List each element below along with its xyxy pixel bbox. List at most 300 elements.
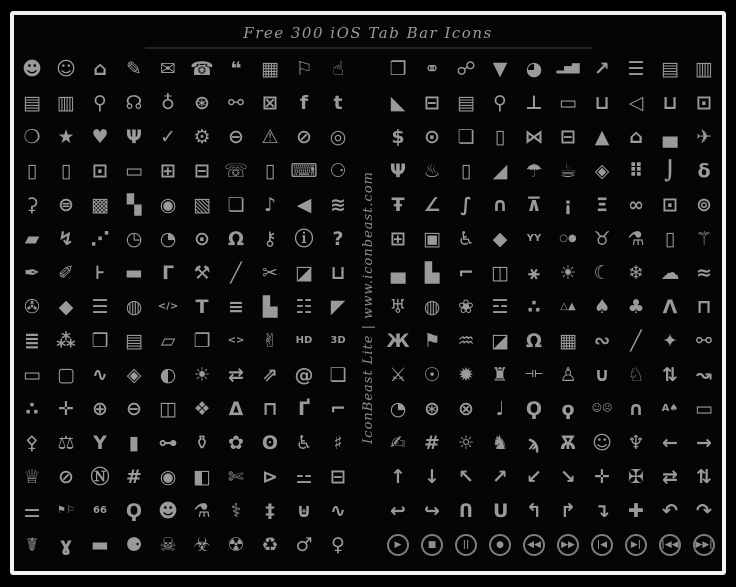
rectangle-icon: ▭ (23, 363, 41, 386)
checkmark-icon: ✓ (160, 125, 176, 148)
calculator-icon: ⊞ (160, 159, 176, 182)
car-icon: ▄ (662, 125, 678, 148)
kettlebell-icon: ♙ (559, 363, 577, 386)
info-icon: ⓘ (294, 227, 314, 250)
cloud-icon: ☁ (660, 261, 680, 284)
caduceus-icon: ☤ (25, 533, 39, 556)
snowflake-icon: ❄ (628, 261, 644, 284)
map-pin-icon: Ϙ (125, 499, 143, 522)
sword-icon: ⚔ (389, 363, 407, 386)
magic-hat-icon: ∩ (628, 397, 644, 420)
arrow-right-icon: → (696, 431, 712, 454)
home-icon: ⌂ (93, 57, 107, 80)
contrast-icon: ◐ (159, 363, 177, 386)
man-figure-icon: ♂ (295, 533, 313, 556)
doodle-pad-icon: ✍ (390, 431, 406, 454)
uturn-up-icon: Ո (459, 499, 473, 522)
spray-bottle-icon: ¡ (563, 193, 573, 216)
lock-icon: ⊠ (262, 91, 278, 114)
pill-bottle-icon: ⊎ (296, 499, 312, 522)
wheelbarrow-icon: ♿ (295, 431, 313, 454)
ticket-icon: ▭ (695, 397, 713, 420)
kitchen-scale-icon: ⚖ (57, 431, 75, 454)
head-profile-icon: ☻ (158, 499, 178, 522)
calendar-icon: ▦ (261, 57, 279, 80)
dollar-box-icon: $ (391, 125, 405, 148)
laptop-icon: ▭ (125, 159, 143, 182)
fast-forward-icon: ▶▶ (557, 534, 579, 556)
keyboard-icon: ⌨ (290, 159, 318, 182)
backpack-icon: ∪ (594, 363, 610, 386)
basketball-icon: ⊗ (458, 397, 474, 420)
crown-icon: ♕ (23, 465, 41, 488)
route-66-icon: 66 (93, 505, 107, 516)
crosshair-icon: ✛ (58, 397, 74, 420)
comb-icon: Ξ (595, 193, 608, 216)
door-hanger-icon: ▯ (664, 227, 676, 250)
address-book-icon: ▤ (23, 91, 41, 114)
smartphone-icon: ▯ (26, 159, 38, 182)
sticky-note-icon: ❏ (457, 125, 475, 148)
prev-track-icon: |◀◀ (659, 534, 681, 556)
siren-icon: ☼ (457, 431, 475, 454)
paperclip-icon: ✇ (24, 295, 40, 318)
briefcase-icon: ❒ (389, 57, 407, 80)
satellite-icon: ⚹ (528, 261, 540, 284)
megaphone-icon: ◁ (628, 91, 644, 114)
watermark-column (355, 52, 381, 562)
bell-icon: Ω (227, 227, 245, 250)
camera-icon: ◉ (159, 193, 177, 216)
credit-card-icon: ▭ (559, 91, 577, 114)
turn-down-icon: ↴ (594, 499, 610, 522)
awareness-ribbon-icon: ɣ (59, 533, 73, 556)
cube-icon: ◈ (126, 363, 142, 386)
theater-masks-icon: ☺☹ (591, 403, 613, 414)
database-icon: ⊜ (58, 193, 74, 216)
lifebuoy-icon: ◎ (329, 125, 347, 148)
recycle-icon: ♻ (261, 533, 279, 556)
hanger-icon: ⊼ (526, 193, 542, 216)
pulse-icon: ∿ (330, 499, 346, 522)
money-bag-icon: ⚱ (194, 431, 210, 454)
hammer-icon: ⚒ (193, 261, 211, 284)
expand-arrows-icon: ✛ (594, 465, 610, 488)
tent-icon: Λ (662, 295, 678, 318)
cellphone-icon: ▯ (264, 159, 276, 182)
stethoscope-icon: ⚕ (230, 499, 242, 522)
cliff-tree-icon: ◪ (491, 329, 509, 352)
eraser-icon: ◪ (295, 261, 313, 284)
stop-icon: ■ (421, 534, 443, 556)
tic-tac-toe-icon: # (424, 431, 440, 454)
soda-cup-icon: ▯ (460, 159, 472, 182)
podium-icon: ⊥ (525, 91, 543, 114)
soccer-ball-icon: ⊛ (424, 397, 440, 420)
layers-icon: ≣ (24, 329, 40, 352)
ruler-icon: ☰ (91, 295, 109, 318)
hat-icon: ∩ (492, 193, 508, 216)
light-switch-icon: ◧ (193, 465, 211, 488)
gear-icon: ⚙ (193, 125, 211, 148)
code-icon: </> (157, 301, 179, 312)
shuriken-icon: ✦ (662, 329, 678, 352)
armchair-icon: ❖ (193, 397, 211, 420)
skip-start-icon: |◀ (591, 534, 613, 556)
skull-crossbones-icon: ☠ (159, 533, 177, 556)
music-note-icon: ♪ (263, 193, 277, 216)
bathroom-scale-icon: ⊡ (662, 193, 678, 216)
lamp-icon: Δ (228, 397, 244, 420)
eyedropper-icon: ╱ (230, 261, 242, 284)
arrow-up-icon: ↑ (390, 465, 406, 488)
highway-icon: ⋈ (524, 125, 544, 148)
handcuffs-icon: ⚯ (696, 329, 712, 352)
spiral-icon: @ (294, 363, 314, 386)
block-icon: ⊘ (296, 125, 312, 148)
flower-icon: ❀ (458, 295, 474, 318)
arrow-up-right-icon: ↗ (492, 465, 508, 488)
table-icon: ⊓ (262, 397, 278, 420)
box-icon: ◫ (491, 261, 509, 284)
lantern-icon: ♉ (593, 227, 611, 250)
plumb-bob-icon: ◆ (58, 295, 74, 318)
sitemap-icon: ⁂ (56, 329, 76, 352)
binoculars-icon: ⚭ (424, 57, 440, 80)
chip-icon: ▩ (91, 193, 109, 216)
airplane-icon: ✈ (696, 125, 712, 148)
sneaker-icon: ∠ (423, 193, 441, 216)
icon-grid-right (381, 52, 721, 562)
torch-icon: ⚚ (695, 227, 713, 250)
champagne-icon: ΥΥ (526, 233, 542, 244)
candy-icon: ◈ (594, 159, 610, 182)
shopping-bag-icon: ▣ (423, 227, 441, 250)
glasses-icon: ∞ (628, 193, 644, 216)
minus-circle-icon: ⊖ (228, 125, 244, 148)
swap-horizontal-icon: ⇄ (662, 465, 678, 488)
microphone-icon: ⚳ (25, 193, 39, 216)
protractor-icon: ◣ (390, 91, 406, 114)
button-icon: ⊚ (696, 193, 712, 216)
mountains-icon: △▲ (560, 301, 576, 312)
tie-icon: ▼ (492, 57, 508, 80)
share-nodes-icon: ∴ (25, 397, 39, 420)
icon-sheet-content (14, 52, 722, 562)
marker-icon: ✐ (58, 261, 74, 284)
signal-bars-icon: ⋰ (90, 227, 110, 250)
moon-stars-icon: ☾ (593, 261, 611, 284)
globe-icon: ♁ (161, 91, 175, 114)
icon-grid-left (15, 52, 355, 562)
kitchen-tools-icon: ⚴ (25, 431, 39, 454)
balloons-icon: ○● (559, 233, 577, 244)
search-icon: ⚲ (93, 91, 107, 114)
dumbbell-icon: ⊣⊢ (524, 369, 544, 380)
picnic-table-icon: ⊓ (696, 295, 712, 318)
clock-icon: ◷ (125, 227, 143, 250)
presentation-board-icon: ⊡ (696, 91, 712, 114)
watermark-text: IconBeast Lite | www.iconbeast.com (360, 170, 376, 444)
clapperboard-icon: ▧ (193, 193, 211, 216)
trash-bin-icon: ▯ (494, 125, 506, 148)
window-icon: ❒ (91, 329, 109, 352)
cctv-camera-icon: ◉ (159, 465, 177, 488)
minus-circle-2-icon: ⊖ (126, 397, 142, 420)
undo-icon: ↩ (390, 499, 406, 522)
shield-icon: ☉ (423, 363, 441, 386)
guitar-icon: Ϙ (525, 397, 543, 420)
stroller-icon: ♿ (457, 227, 475, 250)
turn-left-icon: ↰ (526, 499, 542, 522)
knife-icon: ╱ (630, 329, 642, 352)
printer-icon: ⊟ (194, 159, 210, 182)
gift-icon: ⊞ (390, 227, 406, 250)
align-left-icon: ≡ (228, 295, 244, 318)
new-badge-icon: Ⓝ (90, 465, 110, 488)
sun-icon: ☀ (559, 261, 577, 284)
shopping-cart-icon: ⊔ (594, 91, 610, 114)
temple-icon: Ω (525, 329, 543, 352)
woman-icon: ☺ (56, 57, 76, 80)
arrow-down-icon: ↓ (424, 465, 440, 488)
bottle-icon: ▮ (128, 431, 140, 454)
text-icon: T (195, 295, 209, 318)
beetle-icon: Ѫ (559, 431, 577, 454)
house-icon: ⌂ (629, 125, 643, 148)
arrow-left-icon: ← (662, 431, 678, 454)
broken-glass-icon: Y (93, 431, 107, 454)
fountain-pen-icon: ✒ (24, 261, 40, 284)
no-dollar-icon: ⊘ (58, 465, 74, 488)
inbox-tray-icon: ⊔ (662, 91, 678, 114)
3d-badge-icon: 3D (330, 335, 346, 346)
speaker-icon: ◀ (296, 193, 312, 216)
collapse-arrows-icon: ✠ (628, 465, 644, 488)
wallet-icon: ⊟ (560, 125, 576, 148)
drawers-icon: ⊟ (424, 91, 440, 114)
swimming-pool-icon: ♒ (457, 329, 475, 352)
handshake-icon: ☍ (456, 57, 476, 80)
link-icon: ⚯ (228, 91, 244, 114)
trophy-icon: Ψ (125, 125, 143, 148)
chat-icon: ❍ (23, 125, 41, 148)
wind-icon: ≈ (696, 261, 712, 284)
pine-tree-icon: ♠ (593, 295, 611, 318)
resize-icon: ⇗ (262, 363, 278, 386)
thumbs-up-icon: ☝ (332, 57, 344, 80)
desk-lamp-icon: Ґ (297, 397, 311, 420)
tshirt-icon: Ŧ (391, 193, 405, 216)
film-icon: ▚ (126, 193, 142, 216)
graduation-cap-icon: ◆ (492, 227, 508, 250)
code-brackets-icon: <> (227, 335, 245, 346)
monitor-icon: ⊡ (92, 159, 108, 182)
woman-figure-icon: ♀ (331, 533, 345, 556)
pause-icon: || (455, 534, 477, 556)
text-wrap-icon: ▙ (262, 295, 278, 318)
thermometer-icon: ‡ (265, 499, 275, 522)
mushroom-icon: ☂ (525, 159, 543, 182)
selection-icon: ▢ (57, 363, 75, 386)
server-icon: ☰ (627, 57, 645, 80)
binders-icon: ▥ (695, 57, 713, 80)
handheld-mic-icon: ϙ (561, 397, 575, 420)
wagon-icon: ▦ (559, 329, 577, 352)
coffee-icon: ☕ (559, 159, 577, 182)
road-barrier-icon: ⚍ (295, 465, 313, 488)
potted-plant-icon: ✿ (228, 431, 244, 454)
pizza-icon: ◢ (492, 159, 508, 182)
pipe-icon: ⌐ (330, 397, 346, 420)
fence-icon: ♯ (333, 431, 343, 454)
warning-icon: ⚠ (261, 125, 279, 148)
bomb-icon: ⚈ (125, 533, 143, 556)
noodles-icon: ♨ (423, 159, 441, 182)
heart-icon: ♥ (91, 125, 109, 148)
car-battery-icon: ⊟ (330, 465, 346, 488)
hand-stop-icon: ✌ (262, 329, 278, 352)
photos-icon: ❏ (227, 193, 245, 216)
turn-right-icon: ↱ (560, 499, 576, 522)
mail-icon: ✉ (160, 57, 176, 80)
tag-icon: ⚐ (295, 57, 313, 80)
mouse-icon: ⚆ (329, 159, 347, 182)
paw-print-icon: ∴ (527, 295, 541, 318)
dog-leash-icon: ♘ (627, 363, 645, 386)
sock-icon: ∫ (460, 193, 472, 216)
folder-icon: ▱ (160, 329, 176, 352)
grapes-icon: ⠿ (628, 159, 644, 182)
twitter-icon: t (333, 91, 343, 114)
scissors-icon: ✂ (262, 261, 278, 284)
rss-icon: ☊ (125, 91, 143, 114)
power-adapter-icon: ⊶ (158, 431, 178, 454)
forklift-icon: ⌐ (458, 261, 474, 284)
bar-chart-icon: ▂▅▇ (556, 63, 580, 74)
garden-hose-icon: ʘ (261, 431, 279, 454)
photo-stack-icon: ❑ (329, 363, 347, 386)
windmill-icon: Ж (386, 329, 410, 352)
package-icon: ◫ (159, 397, 177, 420)
key-icon: ⚷ (263, 227, 277, 250)
horse-icon: ♞ (491, 431, 509, 454)
hd-badge-icon: HD (295, 335, 313, 346)
id-card-icon: ▤ (457, 91, 475, 114)
radiation-icon: ☢ (227, 533, 245, 556)
stopwatch-icon: ◔ (159, 227, 177, 250)
exposure-icon: ⇄ (228, 363, 244, 386)
tennis-ball-icon: ◔ (389, 397, 407, 420)
abacus-icon: # (126, 465, 142, 488)
page-title: Free 300 iOS Tab Bar Icons (243, 24, 493, 42)
pie-chart-icon: ◕ (525, 57, 543, 80)
newspaper-icon: ▥ (57, 91, 75, 114)
traffic-icon: ⚌ (23, 499, 41, 522)
rooster-icon: ϡ (528, 431, 540, 454)
cigarette-icon: ▬ (91, 533, 109, 556)
truck-icon: ▙ (424, 261, 440, 284)
list-icon: ☷ (295, 295, 313, 318)
pushpin-icon: ⚲ (493, 91, 507, 114)
pyramid-icon: ▲ (594, 125, 610, 148)
phone-icon: ☎ (190, 57, 214, 80)
title-divider (145, 47, 592, 49)
uturn-down-icon: Ս (493, 499, 507, 522)
arrow-down-right-icon: ↘ (560, 465, 576, 488)
lightbulb-icon: ◍ (125, 295, 143, 318)
flash-icon: ↯ (58, 227, 74, 250)
screwdriver-icon: ⊦ (94, 261, 106, 284)
fax-icon: ☏ (224, 159, 248, 182)
question-icon: ? (332, 227, 344, 250)
move-arrows-icon: ✚ (628, 499, 644, 522)
chicken-leg-icon: ⌡ (664, 159, 676, 182)
pencil-icon: ✎ (126, 57, 142, 80)
arrow-down-left-icon: ↙ (526, 465, 542, 488)
compass-icon: ⊛ (194, 91, 210, 114)
biohazard-icon: ☣ (193, 533, 211, 556)
arrow-up-left-icon: ↖ (458, 465, 474, 488)
redo-icon: ↪ (424, 499, 440, 522)
star-icon: ★ (57, 125, 75, 148)
saw-blade-icon: ✹ (458, 363, 474, 386)
water-drop-icon: ◍ (423, 295, 441, 318)
strategy-play-icon: ↝ (696, 363, 712, 386)
rotate-ccw-icon: ↶ (662, 499, 678, 522)
trash-icon: ⊔ (330, 261, 346, 284)
organizer-icon: ▤ (661, 57, 679, 80)
icon-sheet-frame (10, 11, 726, 575)
play-icon: ▶ (387, 534, 409, 556)
line-chart-icon: ↗ (594, 57, 610, 80)
ace-card-icon: A♠ (661, 403, 679, 414)
swap-vertical-icon: ⇅ (696, 465, 712, 488)
wrench-icon: Γ (161, 261, 175, 284)
rewind-icon: ◀◀ (523, 534, 545, 556)
pliers-icon: ✄ (228, 465, 244, 488)
devil-face-icon: ♆ (627, 431, 645, 454)
brightness-icon: ☀ (193, 363, 211, 386)
tree-icon: ♣ (627, 295, 645, 318)
rotate-cw-icon: ↷ (696, 499, 712, 522)
power-icon: ⊙ (194, 227, 210, 250)
next-track-icon: ▶▶| (693, 534, 715, 556)
document-icon: ▤ (125, 329, 143, 352)
flashlight-icon: ⊳ (262, 465, 278, 488)
battery-icon: ▰ (24, 227, 40, 250)
racing-flags-icon: ⚑⚐ (57, 505, 75, 516)
test-tube-icon: ⚗ (193, 499, 211, 522)
record-icon: ● (489, 534, 511, 556)
elevator-icon: ⇅ (662, 363, 678, 386)
man-icon: ☻ (22, 57, 42, 80)
boy-face-icon: ☺ (592, 431, 612, 454)
tablet-icon: ▯ (60, 159, 72, 182)
paint-roller-icon: ▬ (125, 261, 143, 284)
wifi-icon: ≋ (330, 193, 346, 216)
hookah-icon: ⚗ (627, 227, 645, 250)
car-2-icon: ▄ (390, 261, 406, 284)
safe-icon: ⊙ (424, 125, 440, 148)
whistle-icon: ♩ (495, 397, 505, 420)
bezier-path-icon: ∿ (92, 363, 108, 386)
wave-icon: ∾ (594, 329, 610, 352)
cursor-icon: ◤ (330, 295, 346, 318)
cat-icon: ♅ (389, 295, 407, 318)
skip-end-icon: ▶| (625, 534, 647, 556)
plus-circle-icon: ⊕ (92, 397, 108, 420)
